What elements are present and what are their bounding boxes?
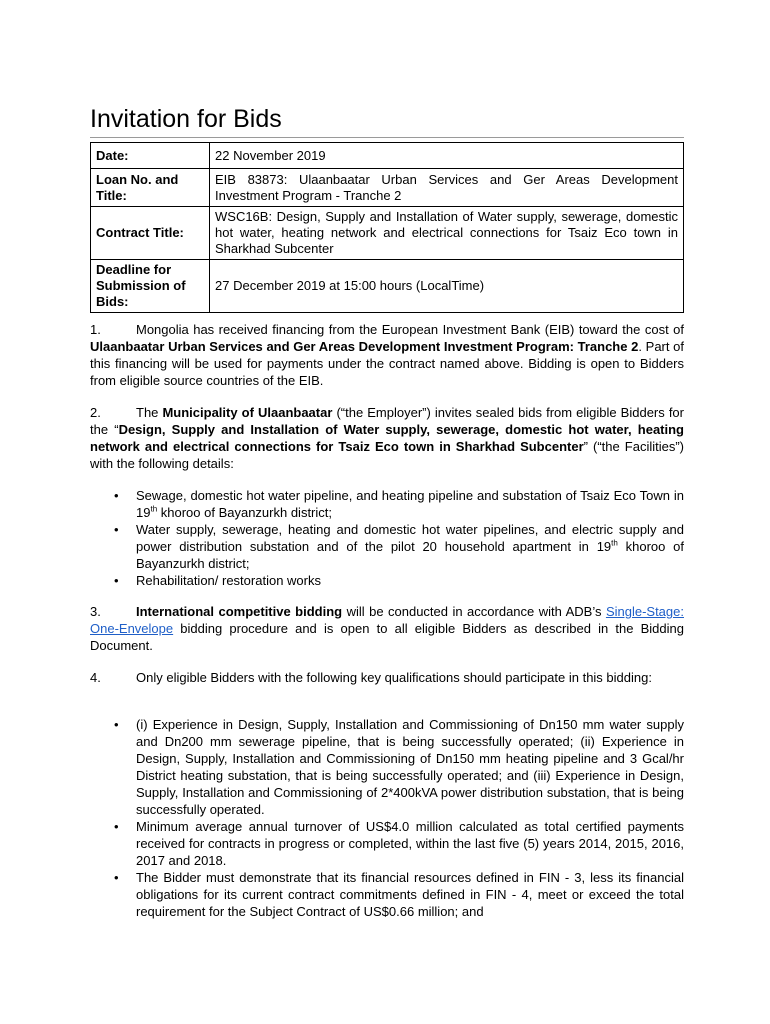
table-label-loan: Loan No. and Title: — [91, 169, 210, 207]
table-value-deadline: 27 December 2019 at 15:00 hours (LocalTime) — [210, 260, 684, 313]
list-item: • The Bidder must demonstrate that its financial resources defined in FIN - 3, less its financial obligations for its current contract commitments defined in FIN - 4, meet or exceed the total requirement for the Subject Contract of US$0.66 million; and — [90, 869, 684, 920]
paragraph-4: 4. Only eligible Bidders with the following key qualifications should participate in this bidding: — [90, 670, 652, 685]
table-value-date: 22 November 2019 — [210, 143, 684, 169]
paragraph-1: 1. Mongolia has received financing from the European Investment Bank (EIB) toward the cost of Ulaanbaatar Urban Services and Ger Areas Development Investment Program: Tranche 2. Part of this financing will be used for payments under the contract named above. Bidding is open to Bidders from eligible source countries of the EIB. — [90, 322, 684, 388]
list-item: • Sewage, domestic hot water pipeline, and heating pipeline and substation of Tsaiz Eco Town in 19th khoroo of Bayanzurkh district; — [90, 487, 684, 521]
page-title: Invitation for Bids — [90, 105, 282, 133]
bid-info-table — [90, 142, 684, 313]
qualifications-list — [90, 716, 684, 920]
table-value-contract: WSC16B: Design, Supply and Installation of Water supply, sewerage, domestic hot water, heating network and electrical connections for Tsaiz Eco town in Sharkhad Subcenter — [210, 207, 684, 260]
title-divider — [90, 137, 684, 138]
table-label-deadline: Deadline for Submission of Bids: — [91, 260, 210, 313]
paragraph-3: 3. International competitive bidding will be conducted in accordance with ADB’s Single-Stage: One-Envelope bidding procedure and is open to all eligible Bidders as described in the Bidding Document. — [90, 604, 684, 653]
table-label-date: Date: — [91, 143, 210, 169]
table-row — [91, 260, 684, 313]
paragraph-number: 2. — [90, 405, 101, 420]
table-label-contract: Contract Title: — [91, 207, 210, 260]
table-row — [91, 169, 684, 207]
paragraph-number: 1. — [90, 322, 101, 337]
list-item: • Water supply, sewerage, heating and domestic hot water pipelines, and electric supply and power distribution substation and of the pilot 20 household apartment in 19th khoroo of Bayanzurkh district; — [90, 521, 684, 572]
table-value-loan: EIB 83873: Ulaanbaatar Urban Services and Ger Areas Development Investment Program - Tranche 2 — [210, 169, 684, 207]
paragraph-number: 4. — [90, 670, 101, 685]
paragraph-number: 3. — [90, 604, 101, 619]
list-item: • (i) Experience in Design, Supply, Installation and Commissioning of Dn150 mm water supply and Dn200 mm sewerage pipeline, that is being successfully operated; (ii) Experience in Design, Supply, Installation and Commissioning of Dn150 mm heating pipeline and 3 Gcal/hr District heating substation, that is being successfully operated; and (iii) Experience in Design, Supply, Installation and Commissioning of 2*400kVA power distribution substation, that is being successfully operated. — [90, 716, 684, 818]
list-item: • Minimum average annual turnover of US$4.0 million calculated as total certified payments received for contracts in progress or completed, within the last five (5) years 2014, 2015, 2016, 2017 and 2018. — [90, 818, 684, 869]
paragraph-2: 2. The Municipality of Ulaanbaatar (“the Employer”) invites sealed bids from eligible Bidders for the “Design, Supply and Installation of Water supply, sewerage, domestic hot water, heating network and electrical connections for Tsaiz Eco town in Sharkhad Subcenter” (“the Facilities”) with the following details: — [90, 405, 684, 471]
procedure-link[interactable]: Single-Stage: One-Envelope — [90, 604, 684, 636]
table-row — [91, 207, 684, 260]
facilities-list — [90, 487, 684, 589]
table-row — [91, 143, 684, 169]
list-item: • Rehabilitation/ restoration works — [90, 572, 684, 589]
